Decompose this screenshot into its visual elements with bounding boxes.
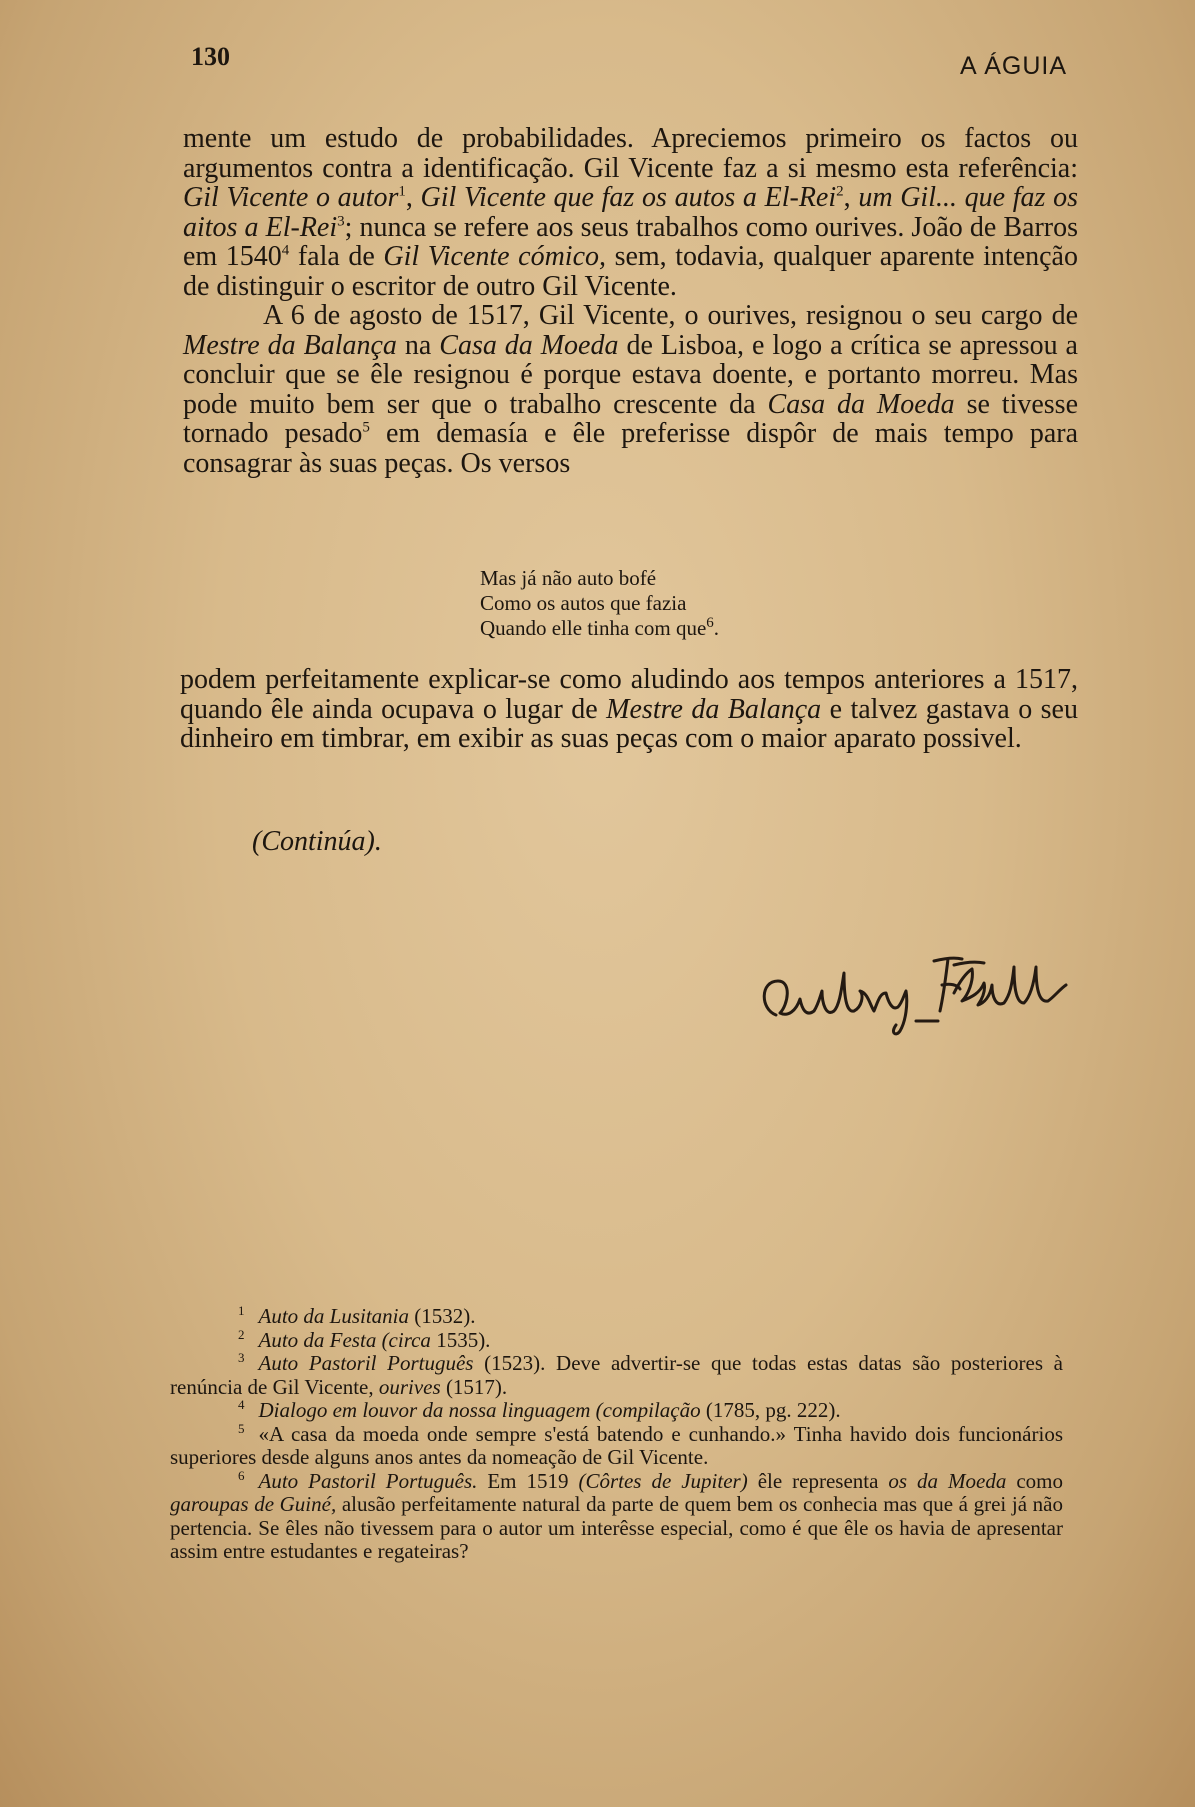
italic-text: Dialogo em louvor da nossa linguagem (compilação (258, 1398, 701, 1422)
footnote-marker: 5 (362, 419, 370, 436)
text-run: 1535). (430, 1327, 491, 1352)
italic-text: Gil Vicente cómico, (383, 241, 607, 272)
main-text (183, 124, 1078, 478)
text-run: fala de (289, 241, 384, 272)
footnote (170, 1420, 1063, 1470)
text-run: êle representa (747, 1468, 889, 1493)
text-run: (1532). (409, 1304, 476, 1328)
text-run: em demasía e êle preferisse dispôr de mais tempo para consagrar às suas peças. Os versos (183, 418, 1078, 479)
italic-text: Gil Vicente que faz os autos a El-Rei (420, 182, 837, 213)
text-run: se tivesse tornado pesado (183, 388, 1078, 449)
text-run: Como os autos que fazia (480, 591, 687, 615)
footnote-marker: 6 (706, 615, 714, 631)
italic-text: (Côrtes de Jupiter) (578, 1468, 748, 1493)
footnote (170, 1352, 1063, 1399)
text-run: podem perfeitamente explicar-se como aludindo aos tempos anteriores a 1517, quando êle ainda ocupava o lugar de (180, 664, 1078, 725)
text-run: (1785, pg. 222). (700, 1398, 841, 1422)
handwritten-signature (748, 945, 1078, 1045)
italic-text: garoupas de Guiné, (170, 1492, 337, 1516)
page-number: 130 (191, 42, 230, 71)
italic-text: ourives (378, 1374, 441, 1399)
text-run: mente um estudo de probabilidades. Apreciemos primeiro os factos ou argumentos contra a identificação. Gil Vicente faz a si mesmo esta referência: (183, 123, 1078, 184)
italic-text: Gil Vicente o autor (183, 182, 399, 213)
text-run: . (713, 616, 720, 640)
footnote-marker: 3 (337, 213, 345, 230)
italic-text: os da Moeda (888, 1468, 1007, 1493)
paragraph (180, 665, 1078, 754)
text-run: Em 1519 (477, 1468, 579, 1493)
verse-line (480, 566, 719, 591)
text-run: Quando elle tinha com que (480, 616, 707, 640)
italic-text: Auto da Festa (circa (258, 1327, 431, 1352)
italic-text: Casa da Moeda (767, 388, 955, 420)
main-text-continued (180, 665, 1078, 754)
footnote-marker: 6 (238, 1467, 245, 1483)
footnote-marker: 3 (238, 1350, 245, 1365)
footnote-marker: 5 (238, 1420, 245, 1436)
verse-quote (480, 566, 719, 641)
text-run: e talvez gastava o seu dinheiro em timbrar, em exibir as suas peças com o maior aparato possivel. (180, 693, 1078, 754)
text-run: na (396, 329, 440, 361)
text-run: como (1006, 1468, 1063, 1493)
footnote-marker: 4 (281, 242, 290, 259)
footnote-marker: 2 (238, 1326, 245, 1342)
text-run: , (405, 182, 421, 213)
verse-line (480, 591, 719, 616)
footnote-marker: 1 (398, 183, 406, 200)
text-run: alusão perfeitamente natural da parte de quem bem os conhecia mas que á grei já não pertencia. Se êles não tivessem para o autor um interêsse especial, como é que êle os havia de apresentar assim entre estudantes e regateiras? (170, 1492, 1063, 1563)
paragraph (183, 301, 1078, 478)
text-run: ; nunca se refere aos seus trabalhos como ourives. João de Barros em 1540 (183, 211, 1078, 272)
paragraph (183, 124, 1078, 301)
continued-note: (Continúa). (252, 826, 382, 857)
text-run: Mas já não auto bofé (480, 566, 657, 590)
text-run: sem, todavia, qualquer aparente intenção de distinguir o escritor de outro Gil Vicente. (183, 241, 1078, 302)
text-run: , (843, 182, 859, 213)
text-run: (1517). (440, 1374, 508, 1399)
italic-text: Auto Pastoril Português (258, 1351, 474, 1375)
text-run: de Lisboa, e logo a crítica se apressou a concluir que se êle resignou é porque estava doente, e portanto morreu. Mas pode muito bem ser que o trabalho crescente da (183, 329, 1078, 420)
italic-text: Mestre da Balança (606, 693, 822, 725)
text-run: A 6 de agosto de 1517, Gil Vicente, o ourives, resignou o seu cargo de (263, 300, 1078, 331)
italic-text: Auto da Lusitania (258, 1304, 410, 1328)
italic-text: um Gil... que faz os aitos a El-Rei (183, 182, 1079, 243)
footnotes (170, 1305, 1063, 1564)
footnote (170, 1305, 1063, 1329)
footnote (170, 1467, 1063, 1564)
footnote (170, 1326, 1063, 1353)
verse-line (480, 616, 719, 641)
italic-text: Auto Pastoril Português. (258, 1468, 478, 1493)
footnote-marker: 2 (836, 183, 844, 200)
footnote-marker: 4 (238, 1397, 245, 1412)
italic-text: Mestre da Balança (183, 329, 397, 361)
italic-text: Casa da Moeda (439, 329, 619, 361)
text-run: (1523). Deve advertir-se que todas estas datas são posteriores à renúncia de Gil Vicente, (170, 1351, 1064, 1399)
text-run: «A casa da moeda onde sempre s'está batendo e cunhando.» Tinha havido dois funcionários superiores desde alguns anos antes da nomeação de Gil Vicente. (170, 1421, 1063, 1469)
running-head: A ÁGUIA (960, 52, 1068, 80)
footnote (170, 1399, 1063, 1423)
footnote-marker: 1 (238, 1303, 245, 1318)
